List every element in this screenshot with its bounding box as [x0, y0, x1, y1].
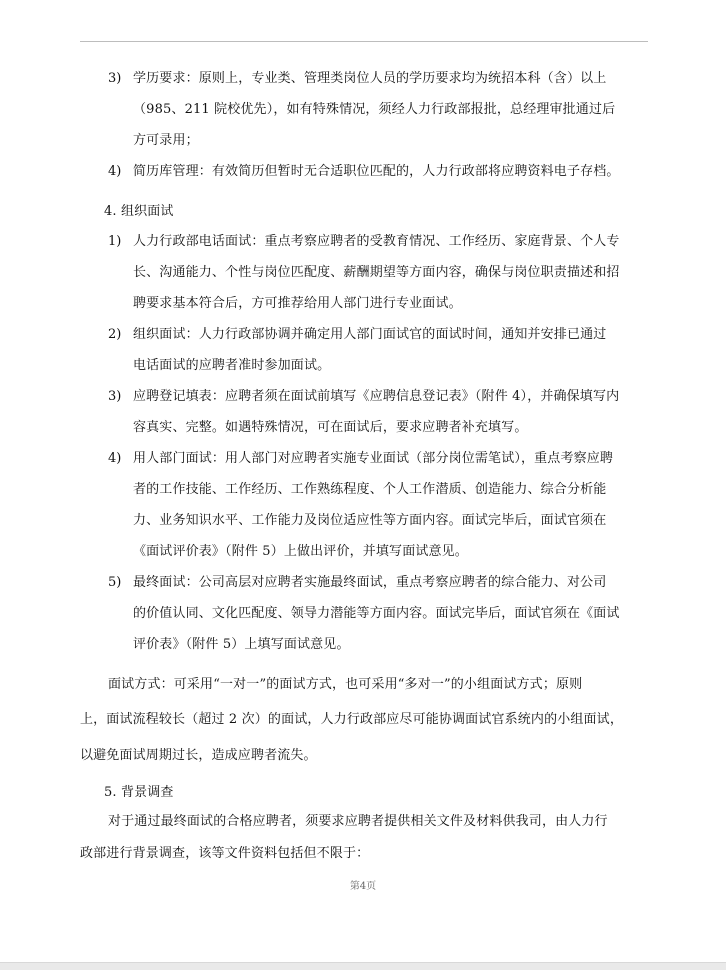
paragraph-line: 最终面试：公司高层对应聘者实施最终面试，重点考察应聘者的综合能力、对公司: [133, 575, 607, 590]
paragraph-line: 力、业务知识水平、工作能力及岗位适应性等方面内容。面试完毕后，面试官须在: [133, 513, 607, 528]
paragraph-line: 者的工作技能、工作经历、工作熟练程度、个人工作潜质、创造能力、综合分析能: [133, 482, 607, 497]
paragraph-line: 容真实、完整。如遇特殊情况，可在面试后，要求应聘者补充填写。: [133, 420, 528, 435]
paragraph-line: 对于通过最终面试的合格应聘者，须要求应聘者提供相关文件及材料供我司，由人力行: [108, 814, 608, 829]
list-number: 3): [108, 71, 122, 86]
list-number: 4): [108, 451, 122, 466]
paragraph-line: 长、沟通能力、个性与岗位匹配度、薪酬期望等方面内容，确保与岗位职责描述和招: [133, 265, 620, 280]
page-number: 第4页: [349, 881, 377, 892]
paragraph-line: 人力行政部电话面试：重点考察应聘者的受教育情况、工作经历、家庭背景、个人专: [133, 234, 620, 249]
paragraph-line: 聘要求基本符合后，方可推荐给用人部门进行专业面试。: [133, 296, 462, 311]
paragraph-line: 组织面试：人力行政部协调并确定用人部门面试官的面试时间，通知并安排已通过: [133, 327, 607, 342]
list-number: 4): [108, 164, 122, 179]
list-number: 3): [108, 389, 122, 404]
section-heading: 4. 组织面试: [104, 204, 174, 219]
list-number: 5): [108, 575, 122, 590]
header-rule: [80, 41, 648, 42]
paragraph-line: 用人部门面试：用人部门对应聘者实施专业面试（部分岗位需笔试），重点考察应聘: [133, 451, 614, 466]
paragraph-line: 上，面试流程较长（超过 2 次）的面试，人力行政部应尽可能协调面试官系统内的小组面试，: [80, 712, 623, 727]
list-number: 1): [108, 234, 122, 249]
paragraph-line: 政部进行背景调查，该等文件资料包括但不限于：: [80, 846, 370, 861]
list-number: 2): [108, 327, 122, 342]
paragraph-line: 简历库管理：有效简历但暂时无合适职位匹配的，人力行政部将应聘资料电子存档。: [133, 164, 620, 179]
paragraph-line: （985、211 院校优先），如有特殊情况，须经人力行政部报批，总经理审批通过后: [133, 102, 616, 117]
section-heading: 5. 背景调查: [104, 785, 174, 800]
paragraph-line: 电话面试的应聘者准时参加面试。: [133, 358, 331, 373]
paragraph-line: 面试方式：可采用“一对一”的面试方式，也可采用“多对一”的小组面试方式；原则: [108, 677, 583, 692]
paragraph-line: 以避免面试周期过长，造成应聘者流失。: [80, 748, 317, 763]
paragraph-line: 学历要求：原则上，专业类、管理类岗位人员的学历要求均为统招本科（含）以上: [133, 71, 607, 86]
paragraph-line: 应聘登记填表：应聘者须在面试前填写《应聘信息登记表》（附件 4），并确保填写内: [133, 389, 620, 404]
paragraph-line: 方可录用；: [133, 133, 199, 148]
paragraph-line: 《面试评价表》（附件 5）上做出评价，并填写面试意见。: [133, 544, 468, 559]
paragraph-line: 评价表》（附件 5）上填写面试意见。: [133, 637, 350, 652]
paragraph-line: 的价值认同、文化匹配度、领导力潜能等方面内容。面试完毕后，面试官须在《面试: [133, 606, 620, 621]
